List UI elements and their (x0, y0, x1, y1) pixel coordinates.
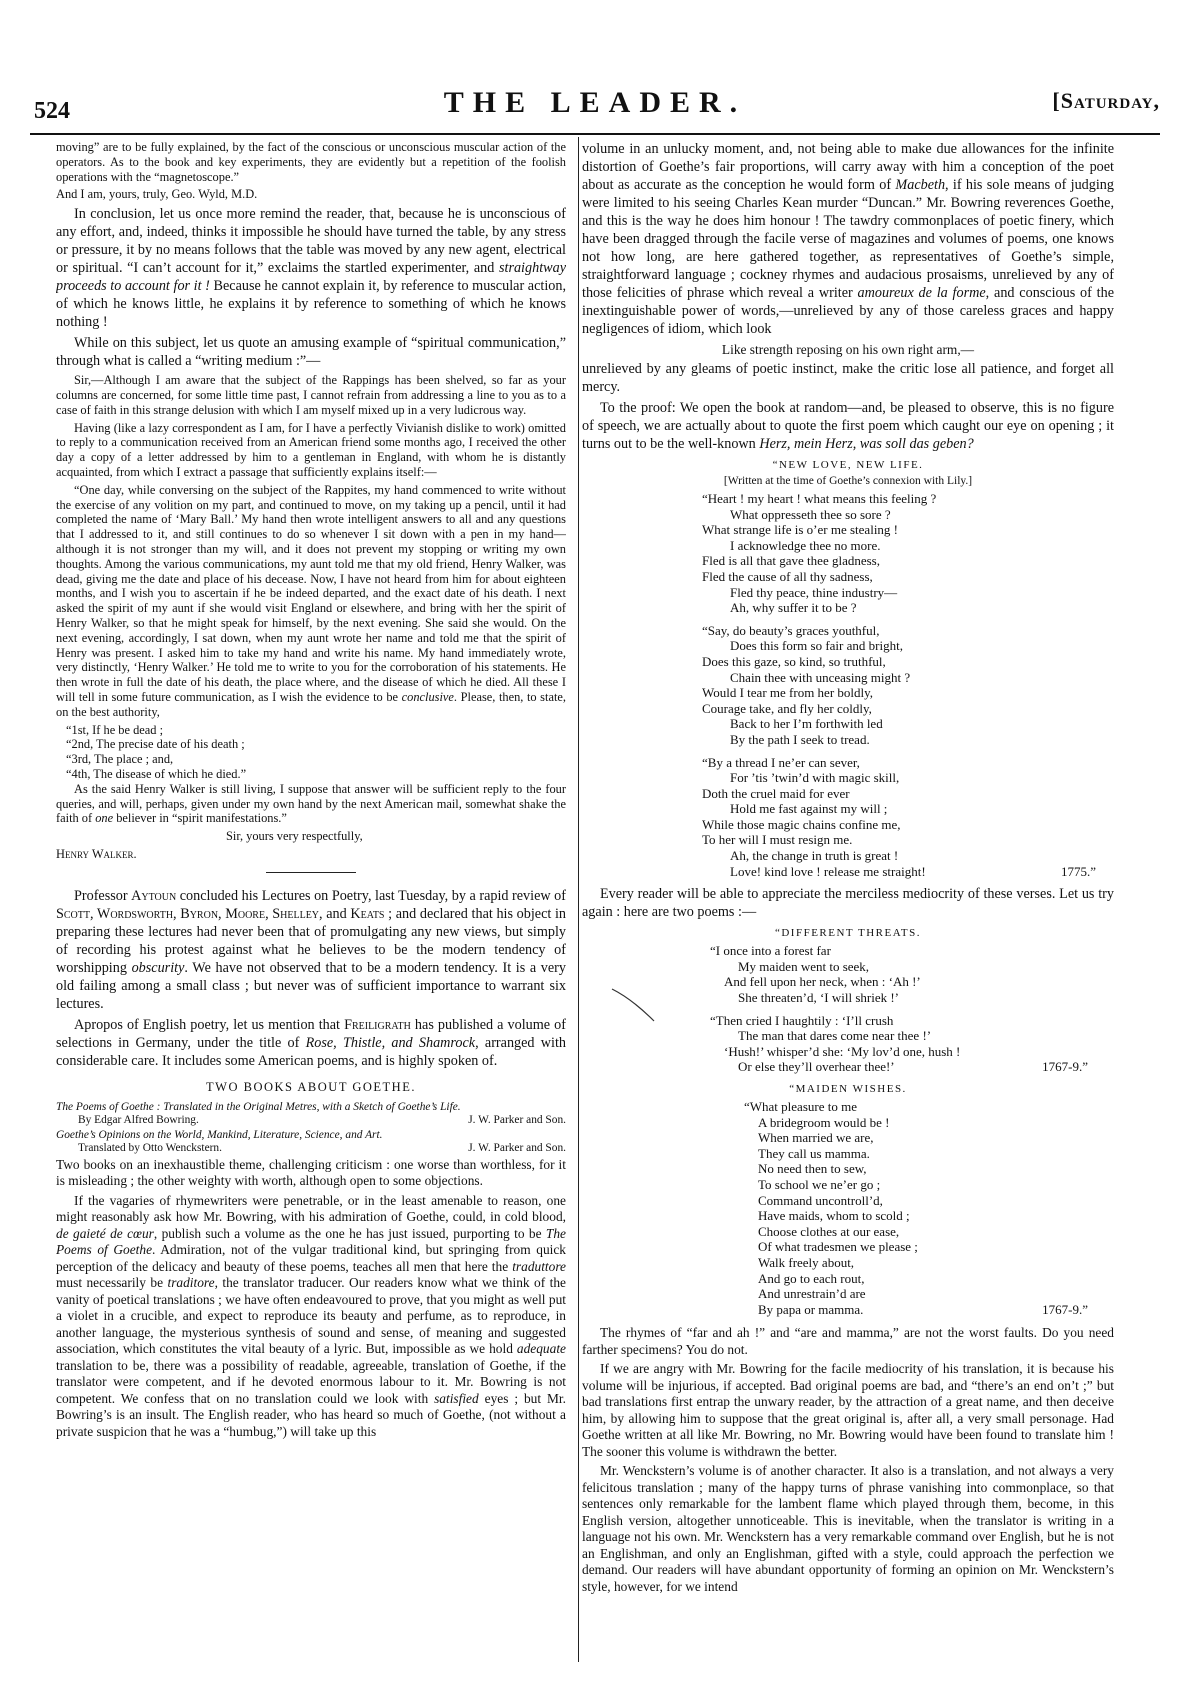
poem-line: And unrestrain’d are (758, 1286, 866, 1302)
list-item: “2nd, The precise date of his death ; (66, 737, 245, 752)
signature: Henry Walker. (56, 846, 137, 861)
poem-body (744, 1099, 1114, 1302)
paragraph: If the vagaries of rhymewriters were penetrable, or in the least amenable to reason, one might reasonably ask how Mr. Bowring, with his admiration of Goethe, could, in cold blood, de gaieté de cœur, publish such a volume as the one he has just issued, purporting to be The Poems of Goethe. Admiration, not of the vulgar traditional kind, but springing from quick perception of the delicacy and beauty of these poems, teaches all men that here the traduttore must necessarily be traditore, the translator traducer. Our readers know what we think of the vanity of poetical translations ; we have often endeavoured to prove, that you might as well put a violet in a crucible, and expect to reproduce its beauty and perfume, as to reproduce, in another language, the mysterious synthesis of sound and sense, of meaning and suggested association, which constitutes the vital beauty of a lyric. But, impossible as we hold adequate translation to be, there was a possibility of readable, agreeable, translation of Goethe, if the translator were competent, and if he devoted enormous labour to it. Mr. Bowring is not competent. We confess that on no translation could we look with satisfied eyes ; but Mr. Bowring’s is an insult. The English reader, who has heard so much of Goethe, (not without a private suspicion that he was a “humbug,”) will take up this (56, 1192, 566, 1439)
poem-line: For ’tis ’twin’d with magic skill, (730, 770, 900, 786)
signature: And I am, yours, truly, Geo. Wyld, M.D. (56, 187, 258, 202)
poem-line: Command uncontroll’d, (758, 1192, 883, 1208)
poem-line: Does this gaze, so kind, so truthful, (702, 653, 886, 669)
poem-line: And fell upon her neck, when : ‘Ah !’ (724, 974, 921, 990)
stanza (702, 491, 1114, 616)
stanza (710, 943, 1114, 1005)
poem-note: [Written at the time of Goethe’s connexion with Lily.] (723, 475, 973, 487)
book-entry: Goethe’s Opinions on the World, Mankind, Literature, Science, and Art. Translated by Otto Wenckstern. J. W. Parker and Son. (56, 1128, 566, 1154)
masthead (30, 78, 1160, 128)
poem-title: “MAIDEN WISHES. (789, 1083, 907, 1095)
poem-line: What oppresseth thee so sore ? (730, 506, 891, 522)
poem-date: 1767-9.” (1042, 1059, 1088, 1075)
poem-title: “NEW LOVE, NEW LIFE. (772, 459, 924, 471)
paragraph: To the proof: We open the book at random—and, be pleased to observe, this is no figure of speech, we are actually about to quote the first poem which caught our eye on opening ; it turns out to be the well-known Herz, mein Herz, was soll das geben? (582, 400, 1114, 452)
poem-line: “What pleasure to me (744, 1099, 857, 1114)
poem-line: Love! kind love ! release me straight! (730, 863, 926, 879)
stanza (702, 755, 1114, 880)
poem-line: “Say, do beauty’s graces youthful, (702, 622, 880, 638)
paragraph: While on this subject, let us quote an amusing example of “spiritual communication,” through what is called a “writing medium :”— (56, 335, 566, 370)
column-divider (578, 137, 579, 1662)
list-item: “4th, The disease of which he died.” (66, 766, 247, 781)
paragraph: Mr. Wenckstern’s volume is of another character. It also is a translation, and not always a very felicitous translation ; many of the happy turns of phrase vanishing into commonplace, so that sentences only remarkable for the lambent flame which played through them, become, in this English version, altogether unnoticeable. This is inevitable, when the translator is writing in a language not his own. Mr. Wenckstern has a very remarkable command over English, but he is not an Englishman, and only an Englishman, gifted with a style, could approach the perfection we demand. Our readers will have abundant opportunity of forming an opinion on Mr. Wenckstern’s style, however, for we intend (582, 1463, 1114, 1594)
list-item: “1st, If he be dead ; (66, 722, 164, 737)
poem-date: 1775.” (1060, 863, 1096, 879)
query-list (56, 723, 566, 782)
section-heading: TWO BOOKS ABOUT GOETHE. (206, 1079, 416, 1094)
poem-title: “DIFFERENT THREATS. (774, 927, 922, 940)
letter-paragraph: Sir,—Although I am aware that the subject of the Rappings has been shelved, so far as your columns are concerned, for some little time past, I cannot refrain from addressing a line to you as to a case of faith in this strange delusion with which I am myself mixed up in a very ludicrous way. (56, 373, 566, 417)
poem-line: Chain thee with unceasing might ? (730, 669, 911, 685)
right-column (582, 140, 1114, 1665)
poem-line: Doth the cruel maid for ever (702, 785, 850, 801)
letter-paragraph: As the said Henry Walker is still living, I suppose that answer will be sufficient reply to the four queries, and will, perhaps, given under my own hand by the next American mail, somewhat shake the faith of one believer in “spirit manifestations.” (56, 781, 566, 826)
poem-line: By the path I seek to tread. (730, 731, 870, 747)
poem-line: “I once into a forest far (710, 943, 831, 959)
poem-line: No need then to sew, (758, 1161, 867, 1177)
book-entry: The Poems of Goethe : Translated in the Original Metres, with a Sketch of Goethe’s Life. By Edgar Alfred Bowring. J. W. Parker and Son. (56, 1100, 566, 1126)
paragraph: unrelieved by any gleams of poetic instinct, make the critic lose all patience, and forget all mercy. (582, 361, 1114, 395)
letter-closing: Sir, yours very respectfully, (226, 829, 363, 844)
poem-date: 1767-9.” (1042, 1301, 1088, 1317)
paragraph: If we are angry with Mr. Bowring for the facile mediocrity of his translation, it is because his volume will be injurious, if accepted. Bad original poems are bad, and “there’s an end on’t ;” but bad translations first entrap the unwary reader, by the attraction of a great name, and then deceive him, by allowing him to suppose that the great original is, after all, a very small personage. Had Goethe written at all like Mr. Bowring, no Mr. Bowring would have been found to translate him ! The sooner this volume is withdrawn the better. (582, 1361, 1114, 1459)
quoted-line: Like strength reposing on his own right arm,— (721, 342, 975, 357)
paragraph: Every reader will be able to appreciate the merciless mediocrity of these verses. Let us try again : here are two poems :— (582, 886, 1114, 921)
poem-line: “By a thread I ne’er can sever, (702, 754, 860, 770)
poem-line: What strange life is o’er me stealing ! (702, 522, 899, 538)
poem-line: Fled the cause of all thy sadness, (702, 568, 873, 584)
poem-line: They call us mamma. (758, 1145, 870, 1161)
poem-line: To her will I must resign me. (702, 832, 853, 848)
letter-paragraph: “One day, while conversing on the subject of the Rappites, my hand commenced to write without the exercise of any volition on my part, and continued to move, on my taking up a pencil, until it had completed the name of ‘Mary Ball.’ My hand then wrote intelligent answers to all and any questions that I addressed to it, and still continues to do so whenever I sit down with a pen in my hand—although it is not stronger than my will, and it does not prevent my stopping or writing my own thoughts. Among the various communications, my aunt told me that my old friend, Henry Walker, was dead, giving me the date and place of his decease. Now, I have not heard from him for about eighteen months, and I wish you to ascertain if he be indeed departed, and the exact date of his death. I next asked the spirit of my aunt if she would visit England or elsewhere, and bring with her the spirit of Henry Walker, so that he might speak for himself, by the next evening. She said she would. On the next evening, accordingly, I sat down, when my aunt wrote her name and told me that the spirit of Henry was present. I asked him to take my hand and write his name. My hand immediately wrote, very distinctly, ‘Henry Walker.’ He told me to write to you for the corroboration of his statements. He then wrote in full the date of his death, the place where, and the disease of which he died. All these I will tell in some future communication, as I wish the evidence to be conclusive. Please, then, to state, on the best authority, (56, 482, 566, 719)
poem-line: Choose clothes at our ease, (758, 1223, 900, 1239)
poem-line: Of what tradesmen we please ; (758, 1239, 918, 1255)
newspaper-title: THE LEADER. (443, 86, 747, 119)
stray-pen-mark (610, 985, 660, 1025)
poem-line: Back to her I’m forthwith led (730, 716, 883, 732)
stanza (702, 623, 1114, 748)
poem-line: Have maids, whom to scold ; (758, 1208, 910, 1224)
paragraph: In conclusion, let us once more remind the reader, that, because he is unconscious of any effort, and, indeed, thinks it impossible he should have turned the table, by any stress or pressure, it by no means follows that the table was moved by any new agent, electrical or spiritual. “I can’t account for it,” exclaims the startled experimenter, and straightway proceeds to account for it ! Because he cannot explain it, by reference to muscular action, of which he knows little, he explains it by reference to something of which he knows nothing ! (56, 206, 566, 331)
poem-line: Ah, why suffer it to be ? (730, 600, 857, 616)
paragraph: Apropos of English poetry, let us mention that Freiligrath has published a volume of selections in Germany, under the title of Rose, Thistle, and Shamrock, arranged with considerable care. It includes some American poems, and is highly spoken of. (56, 1016, 566, 1069)
poem-line: Does this form so fair and bright, (730, 638, 903, 654)
poem-line: Fled is all that gave thee gladness, (702, 553, 880, 569)
header-rule (30, 133, 1160, 135)
poem-line: She threaten’d, ‘I will shriek !’ (738, 990, 900, 1006)
paragraph: volume in an unlucky moment, and, not being able to make due allowances for the infinite distortion of Goethe’s fair proportions, will carry away with him a conception of the poet about as accurate as the conception he would form of Macbeth, if his sole means of judging were limited to his seeing Charles Kean murder “Duncan.” Mr. Bowring reverences Goethe, and this is the way he does him honour ! The tawdry commonplaces of poetic finery, which have been dragged through the facile verse of magazines and volumes of poems, one knows not how long, are here gathered together, as representatives of Goethe’s simple, straightforward language ; cockney rhymes and audacious prosaisms, unrelieved by any of those felicities of phrase which reveal a writer amoureux de la forme, and conscious of the inextinguishable power of words,—unrelieved by any of those careless graces and happy negligences of idiom, which look (582, 141, 1114, 337)
day-label: [Saturday, (1052, 88, 1160, 113)
poem-line: ‘Hush!’ whisper’d she: ‘My lov’d one, hush ! (724, 1043, 961, 1059)
poem-line: Would I tear me from her boldly, (702, 685, 874, 701)
paragraph: The rhymes of “far and ah !” and “are and mamma,” are not the worst faults. Do you need farther specimens? You do not. (582, 1325, 1114, 1357)
poem-line: To school we ne’er go ; (758, 1176, 881, 1192)
paragraph: Professor Aytoun concluded his Lectures on Poetry, last Tuesday, by a rapid review of Scott, Wordsworth, Byron, Moore, Shelley, and Keats ; and declared that his object in preparing these lectures had never been that of promulgating any new views, but simply of recording his protest against what he believes to be the modern tendency of worshipping obscurity. We have not observed that to be a modern tendency. It is a very old failing among a small class ; but never was of sufficient importance to warrant six lectures. (56, 887, 566, 1012)
left-column (56, 140, 566, 1665)
poem-line: Courage take, and fly her coldly, (702, 700, 872, 716)
list-item: “3rd, The place ; and, (66, 752, 174, 767)
poem-line: When married we are, (758, 1130, 874, 1146)
poem-line: Fled thy peace, thine industry— (730, 584, 898, 600)
poem (582, 1099, 1114, 1317)
poem-line: And go to each rout, (758, 1270, 865, 1286)
poem-line: Walk freely about, (758, 1254, 855, 1270)
poem-line: Hold me fast against my will ; (730, 801, 888, 817)
poem (582, 491, 1114, 879)
section-rule (266, 872, 356, 873)
poem-line: I acknowledge thee no more. (730, 537, 881, 553)
poem-line: By papa or mamma. (758, 1301, 864, 1317)
poem (582, 943, 1114, 1075)
poem-line: The man that dares come near thee !’ (738, 1028, 932, 1044)
poem-line: Or else they’ll overhear thee!’ (738, 1059, 895, 1075)
paragraph: moving” are to be fully explained, by the fact of the conscious or unconscious muscular action of the operators. As to the book and key experiments, they are evidently but a repetition of the foolish operations with the “magnetoscope.” (56, 140, 566, 184)
stanza (710, 1013, 1114, 1075)
poem-line: Ah, the change in truth is great ! (730, 848, 899, 864)
poem-line: While those magic chains confine me, (702, 816, 901, 832)
page-number: 524 (34, 98, 70, 124)
paragraph: Two books on an inexhaustible theme, challenging criticism : one worse than worthless, for it is misleading ; the other weighty with worth, although open to some objections. (56, 1156, 566, 1189)
letter-paragraph: Having (like a lazy correspondent as I am, for I have a perfectly Vivianish dislike to work) omitted to reply to a communication received from an American friend some months ago, I received the other day a copy of a letter addressed by him to a gentleman in England, with whom he is distantly acquainted, from which I extract a passage that sufficiently explains itself:— (56, 420, 566, 479)
poem-line: My maiden went to seek, (738, 958, 870, 974)
poem-line: “Then cried I haughtily : ‘I’ll crush (710, 1012, 894, 1028)
poem-line: “Heart ! my heart ! what means this feeling ? (702, 491, 937, 506)
poem-line: A bridegroom would be ! (758, 1114, 890, 1130)
